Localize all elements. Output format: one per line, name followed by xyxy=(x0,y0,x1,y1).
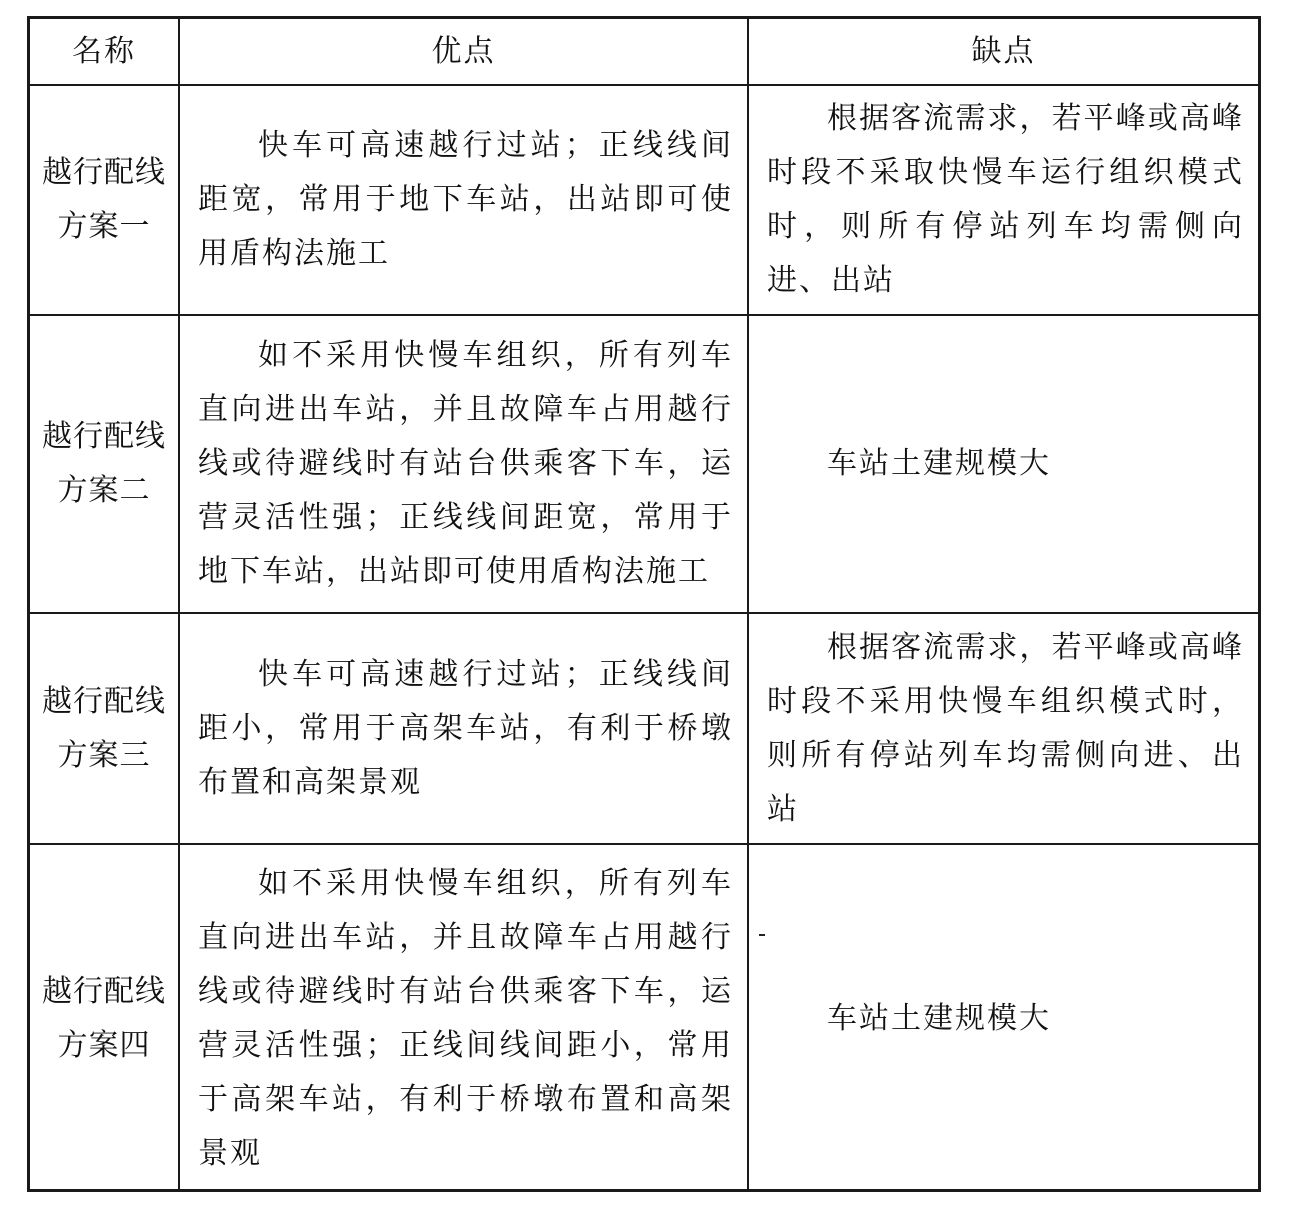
table-row xyxy=(30,844,1258,1192)
cons-cell xyxy=(748,315,1258,613)
scheme-name-cell xyxy=(30,844,179,1192)
cons-cell xyxy=(748,844,1258,1192)
pros-text: 如不采用快慢车组织，所有列车直向进出车站，并且故障车占用越行线或待避线时有站台供乘客下车，运营灵活性强；正线间线间距小，常用于高架车站，有利于桥墩布置和高架景观 xyxy=(198,865,733,1171)
table-row xyxy=(30,315,1258,613)
scheme-name: 越行配线方案三 xyxy=(42,683,166,773)
scheme-name: 越行配线方案二 xyxy=(42,419,166,508)
pros-cell xyxy=(179,315,748,613)
comparison-table-frame xyxy=(27,16,1261,1192)
pros-cell xyxy=(179,613,748,844)
cons-text: 车站土建规模大 xyxy=(827,446,1051,481)
stray-dash-mark xyxy=(759,934,765,936)
table-row xyxy=(30,85,1258,315)
table-body xyxy=(30,85,1258,1192)
comparison-table xyxy=(30,19,1258,1192)
header-row xyxy=(30,19,1258,85)
pros-text: 快车可高速越行过站；正线线间距小，常用于高架车站，有利于桥墩布置和高架景观 xyxy=(198,656,733,800)
pros-text: 如不采用快慢车组织，所有列车直向进出车站，并且故障车占用越行线或待避线时有站台供乘客下车，运营灵活性强；正线线间距宽，常用于地下车站，出站即可使用盾构法施工 xyxy=(198,338,733,589)
cons-text: 根据客流需求，若平峰或高峰时段不采用快慢车组织模式时，则所有停站列车均需侧向进、出站 xyxy=(767,629,1244,827)
table-row xyxy=(30,613,1258,844)
cons-text: 车站土建规模大 xyxy=(827,1000,1051,1036)
scheme-name-cell xyxy=(30,315,179,613)
header-pros: 优点 xyxy=(179,19,748,85)
scheme-name: 越行配线方案四 xyxy=(42,973,166,1063)
cons-cell xyxy=(748,85,1258,315)
pros-text: 快车可高速越行过站；正线线间距宽，常用于地下车站，出站即可使用盾构法施工 xyxy=(198,128,733,271)
scheme-name-cell xyxy=(30,613,179,844)
header-cons: 缺点 xyxy=(748,19,1258,85)
pros-cell xyxy=(179,85,748,315)
header-name: 名称 xyxy=(30,19,179,85)
scheme-name-cell xyxy=(30,85,179,315)
cons-cell xyxy=(748,613,1258,844)
cons-text: 根据客流需求，若平峰或高峰时段不采取快慢车运行组织模式时，则所有停站列车均需侧向进、出站 xyxy=(767,101,1244,298)
scheme-name: 越行配线方案一 xyxy=(42,155,166,244)
table-header xyxy=(30,19,1258,85)
pros-cell xyxy=(179,844,748,1192)
